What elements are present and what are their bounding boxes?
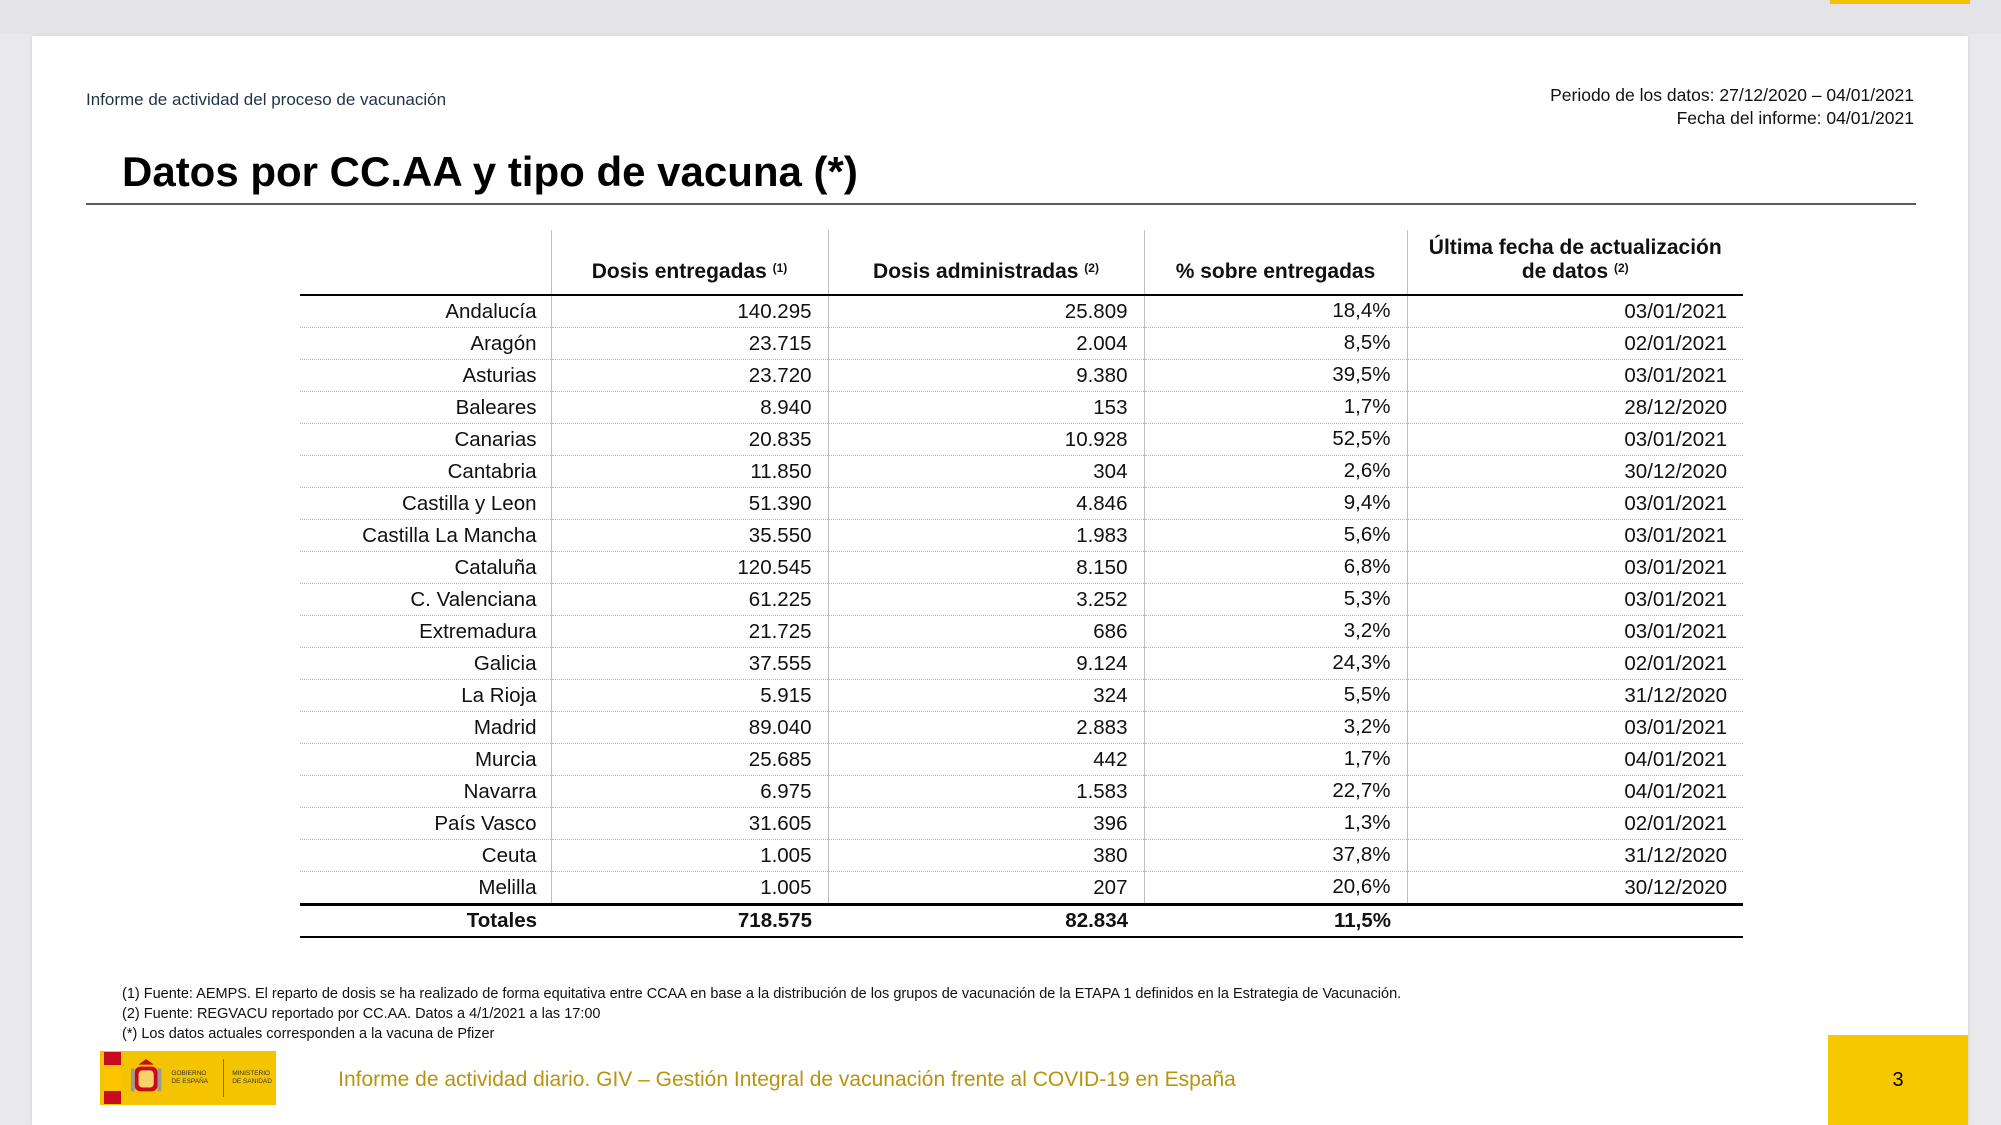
cell-date: 30/12/2020 (1407, 872, 1743, 905)
table-row (300, 328, 1743, 360)
cell-date: 02/01/2021 (1407, 648, 1743, 680)
table-row (300, 712, 1743, 744)
cell-region: Cantabria (300, 456, 551, 488)
table-row (300, 840, 1743, 872)
cell-region: Castilla La Mancha (300, 520, 551, 552)
cell-administered: 442 (828, 744, 1144, 776)
cell-administered: 686 (828, 616, 1144, 648)
cell-percent: 9,4% (1144, 488, 1407, 520)
header-last-update-label: Última fecha de actualización de datos (1428, 236, 1722, 283)
table-row (300, 872, 1743, 905)
header-last-update-note: (2) (1614, 261, 1629, 275)
cell-delivered: 8.940 (551, 392, 828, 424)
cell-administered: 2.004 (828, 328, 1144, 360)
header-percent-label: % sobre entregadas (1175, 260, 1376, 283)
cell-percent: 37,8% (1144, 840, 1407, 872)
cell-delivered: 37.555 (551, 648, 828, 680)
cell-percent: 24,3% (1144, 648, 1407, 680)
cell-date: 03/01/2021 (1407, 360, 1743, 392)
cell-administered: 396 (828, 808, 1144, 840)
cell-delivered: 35.550 (551, 520, 828, 552)
page-number: 3 (1892, 1068, 1904, 1091)
footnote-2: (2) Fuente: REGVACU reportado por CC.AA. Datos a 4/1/2021 a las 17:00 (122, 1006, 601, 1022)
cell-percent: 52,5% (1144, 424, 1407, 456)
cell-delivered: 23.715 (551, 328, 828, 360)
cell-administered: 1.983 (828, 520, 1144, 552)
cell-percent: 2,6% (1144, 456, 1407, 488)
cell-region: Galicia (300, 648, 551, 680)
cell-region: Cataluña (300, 552, 551, 584)
cell-region: Murcia (300, 744, 551, 776)
table-row (300, 584, 1743, 616)
cell-date: 31/12/2020 (1407, 680, 1743, 712)
cell-administered: 380 (828, 840, 1144, 872)
header-administered-label: Dosis administradas (873, 260, 1079, 283)
cell-percent: 5,5% (1144, 680, 1407, 712)
cell-date: 03/01/2021 (1407, 552, 1743, 584)
cell-percent: 20,6% (1144, 872, 1407, 905)
cell-percent: 6,8% (1144, 552, 1407, 584)
header-percent (1144, 230, 1407, 295)
cell-delivered: 20.835 (551, 424, 828, 456)
vaccination-table-container (300, 230, 1743, 938)
cell-delivered: 51.390 (551, 488, 828, 520)
cell-date: 30/12/2020 (1407, 456, 1743, 488)
cell-date: 03/01/2021 (1407, 295, 1743, 328)
cell-date: 03/01/2021 (1407, 584, 1743, 616)
totals-label: Totales (466, 909, 537, 932)
cell-administered: 1.583 (828, 776, 1144, 808)
title-divider (86, 203, 1916, 205)
window-top-strip (0, 0, 2001, 34)
cell-percent: 39,5% (1144, 360, 1407, 392)
table-row (300, 424, 1743, 456)
cell-delivered: 5.915 (551, 680, 828, 712)
cell-administered: 207 (828, 872, 1144, 905)
cell-percent: 1,7% (1144, 744, 1407, 776)
cell-administered: 3.252 (828, 584, 1144, 616)
report-name: Informe de actividad del proceso de vacunación (86, 90, 447, 109)
table-row (300, 392, 1743, 424)
table-row (300, 808, 1743, 840)
totals-row (300, 905, 1743, 938)
table-row (300, 552, 1743, 584)
cell-delivered: 140.295 (551, 295, 828, 328)
cell-region: C. Valenciana (300, 584, 551, 616)
cell-administered: 2.883 (828, 712, 1144, 744)
cell-date: 03/01/2021 (1407, 488, 1743, 520)
cell-administered: 9.124 (828, 648, 1144, 680)
cell-date: 02/01/2021 (1407, 328, 1743, 360)
cell-percent: 8,5% (1144, 328, 1407, 360)
table-body (300, 295, 1743, 905)
footnote-3: (*) Los datos actuales corresponden a la vacuna de Pfizer (122, 1026, 495, 1042)
cell-date: 03/01/2021 (1407, 616, 1743, 648)
table-row (300, 295, 1743, 328)
cell-region: Castilla y Leon (300, 488, 551, 520)
cell-administered: 304 (828, 456, 1144, 488)
cell-region: Madrid (300, 712, 551, 744)
cell-date: 04/01/2021 (1407, 776, 1743, 808)
table-row (300, 456, 1743, 488)
table-row (300, 488, 1743, 520)
cell-region: Melilla (478, 875, 537, 899)
cell-delivered: 1.005 (551, 840, 828, 872)
totals-administered: 82.834 (1065, 909, 1128, 932)
cell-percent: 5,6% (1144, 520, 1407, 552)
cell-delivered: 11.850 (551, 456, 828, 488)
cell-delivered: 120.545 (551, 552, 828, 584)
cell-administered: 8.150 (828, 552, 1144, 584)
cell-percent: 3,2% (1144, 616, 1407, 648)
cell-date: 28/12/2020 (1407, 392, 1743, 424)
cell-delivered: 25.685 (551, 744, 828, 776)
table-row (300, 680, 1743, 712)
cell-delivered: 61.225 (551, 584, 828, 616)
cell-administered: 9.380 (828, 360, 1144, 392)
cell-percent: 1,7% (1144, 392, 1407, 424)
cell-date: 04/01/2021 (1407, 744, 1743, 776)
cell-delivered: 21.725 (551, 616, 828, 648)
slide-page (32, 36, 1968, 1125)
top-accent-bar (1830, 0, 1970, 4)
cell-region: País Vasco (300, 808, 551, 840)
cell-region: Ceuta (300, 840, 551, 872)
cell-percent: 5,3% (1144, 584, 1407, 616)
logo-text-gobierno: GOBIERNO DE ESPAÑA (171, 1070, 209, 1085)
cell-percent: 18,4% (1144, 295, 1407, 328)
cell-administered: 324 (828, 680, 1144, 712)
table-row (300, 360, 1743, 392)
table-row (300, 744, 1743, 776)
logo-text-ministerio: MINISTERIO DE SANIDAD (232, 1070, 272, 1085)
totals-percent: 11,5% (1334, 909, 1391, 932)
vaccination-table (300, 230, 1743, 938)
cell-region: Navarra (300, 776, 551, 808)
cell-administered: 25.809 (828, 295, 1144, 328)
cell-administered: 4.846 (828, 488, 1144, 520)
table-header-row (300, 230, 1743, 295)
cell-delivered: 89.040 (551, 712, 828, 744)
footnotes (122, 984, 1401, 1044)
header-administered-note: (2) (1084, 261, 1099, 275)
cell-date: 03/01/2021 (1407, 712, 1743, 744)
cell-region: Extremadura (300, 616, 551, 648)
header-region (300, 230, 551, 295)
cell-date: 03/01/2021 (1407, 424, 1743, 456)
data-period: Periodo de los datos: 27/12/2020 – 04/01/2021 (1550, 85, 1914, 105)
cell-percent: 1,3% (1144, 808, 1407, 840)
cell-administered: 10.928 (828, 424, 1144, 456)
cell-administered: 153 (828, 392, 1144, 424)
cell-region: Andalucía (300, 295, 551, 328)
footer-text: Informe de actividad diario. GIV – Gestión Integral de vacunación frente al COVID-19 en España (338, 1068, 1236, 1091)
cell-delivered: 31.605 (551, 808, 828, 840)
cell-date: 03/01/2021 (1407, 520, 1743, 552)
cell-region: Aragón (300, 328, 551, 360)
page-title: Datos por CC.AA y tipo de vacuna (*) (122, 148, 858, 195)
cell-region: Asturias (300, 360, 551, 392)
cell-region: Baleares (300, 392, 551, 424)
cell-delivered: 23.720 (551, 360, 828, 392)
footnote-1: (1) Fuente: AEMPS. El reparto de dosis se ha realizado de forma equitativa entre CCAA en base a la distribución de los grupos de vacunación de la ETAPA 1 definidos en la Estrategia de Vacunación. (122, 986, 1402, 1002)
cell-date: 31/12/2020 (1407, 840, 1743, 872)
cell-region: La Rioja (300, 680, 551, 712)
totals-date (1407, 905, 1743, 938)
header-delivered-note: (1) (772, 261, 788, 275)
cell-percent: 22,7% (1144, 776, 1407, 808)
report-period-block (1550, 84, 1914, 130)
header-administered (828, 230, 1144, 295)
cell-delivered: 1.005 (551, 872, 828, 905)
totals-delivered: 718.575 (737, 909, 812, 932)
cell-region: Canarias (300, 424, 551, 456)
table-row (300, 616, 1743, 648)
header-delivered (551, 230, 828, 295)
cell-percent: 3,2% (1144, 712, 1407, 744)
header-last-update (1407, 230, 1743, 295)
report-date: Fecha del informe: 04/01/2021 (1676, 108, 1914, 128)
header-delivered-label: Dosis entregadas (591, 260, 767, 283)
page-number-box (1828, 1035, 1968, 1125)
table-row (300, 648, 1743, 680)
cell-delivered: 6.975 (551, 776, 828, 808)
cell-date: 02/01/2021 (1407, 808, 1743, 840)
table-row (300, 520, 1743, 552)
table-row (300, 776, 1743, 808)
